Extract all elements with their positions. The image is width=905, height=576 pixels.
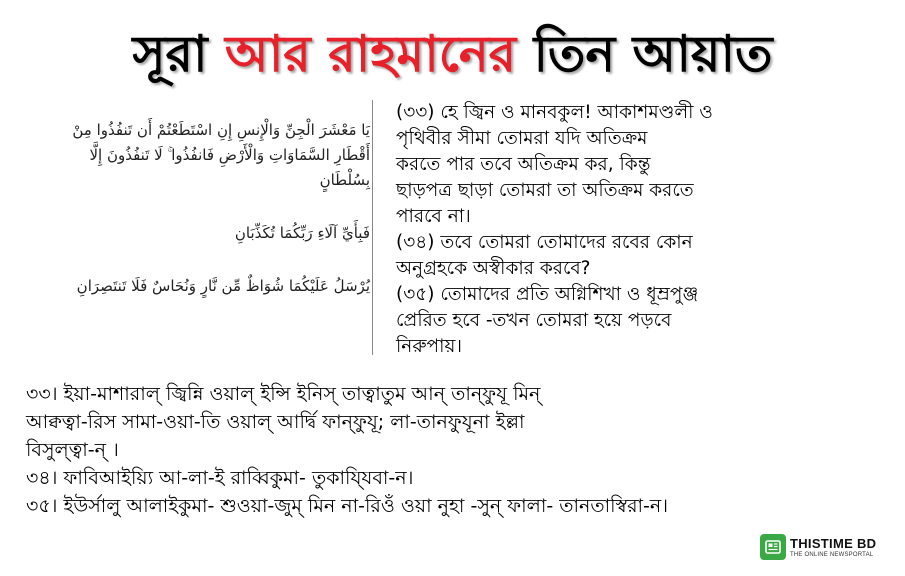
arabic-verse-34: فَبِأَيِّ آلَاءِ رَبِّكُمَا تُكَذِّبَانِ (234, 224, 370, 242)
newspaper-icon (760, 534, 786, 560)
translation-line: (৩৩) হে জ্বিন ও মানবকুল! আকাশমণ্ডলী ও (396, 102, 713, 123)
logo-tagline: THE ONLINE NEWSPORTAL (790, 551, 874, 558)
translation-line: অনুগ্রহকে অস্বীকার করবে? (396, 258, 591, 279)
translation-line: ছাড়পত্র ছাড়া তোমরা তা অতিক্রম করতে (396, 180, 694, 201)
translation-line: প্রেরিত হবে -তখন তোমরা হয়ে পড়বে (396, 310, 672, 331)
page-title (0, 22, 905, 86)
bengali-transliteration (26, 380, 886, 520)
transliteration-line: বিসুল্ত্বা-ন্ । (26, 439, 119, 461)
translation-line: নিরুপায়। (396, 336, 462, 357)
translation-line: (৩৫) তোমাদের প্রতি অগ্নিশিখা ও ধূম্রপুঞ্জ (396, 284, 699, 305)
logo-name: THISTIME BD (790, 535, 877, 551)
column-divider (372, 100, 373, 355)
transliteration-line: আক্বত্বা-রিস সামা-ওয়া-তি ওয়াল্ আর্দ্বি ফান্ফুযূ; লা-তানফুযূনা ইল্লা (26, 411, 525, 433)
arabic-verse-35: يُرْسَلُ عَلَيْكُمَا شُوَاظٌ مِّن نَّارٍ وَنُحَاسٌ فَلَا تَنتَصِرَانِ (76, 277, 370, 295)
title-three-verses: তিন আয়াত (533, 25, 773, 83)
arabic-verse-33: يَا مَعْشَرَ الْجِنِّ وَالْإِنسِ إِنِ اسْتَطَعْتُمْ أَن تَنفُذُوا مِنْ أَقْطَارِ السَّمَاوَاتِ وَالْأَرْضِ فَانفُذُوا ۚ لَا تَنفُذُونَ إِلَّا بِسُلْطَانٍ (72, 121, 370, 189)
translation-line: করতে পার তবে অতিক্রম কর, কিন্তু (396, 154, 651, 175)
site-logo (760, 530, 890, 564)
arabic-text-block (40, 118, 370, 327)
translation-line: পারবে না। (396, 206, 471, 227)
transliteration-line: ৩৪। ফাবিআইয়্যি আ-লা-ই রাব্বিকুমা- তুকাযি্যবা-ন। (26, 467, 414, 489)
title-ar-rahman: আর রাহমানের (224, 25, 517, 83)
transliteration-line: ৩৩। ইয়া-মাশারাল্ জ্বিন্নি ওয়াল্ ইন্সি ইনিস্ তাত্বাতুম আন্ তান্ফুযূ মিন্ (26, 383, 541, 405)
translation-line: পৃথিবীর সীমা তোমরা যদি অতিক্রম (396, 128, 648, 149)
bengali-translation (396, 100, 806, 360)
translation-line: (৩৪) তবে তোমরা তোমাদের রবের কোন (396, 232, 693, 253)
title-surah: সূরা (132, 25, 208, 83)
transliteration-line: ৩৫। ইউর্সালু আলাইকুমা- শুওয়া-জুম্ মিন না-রিওঁ ওয়া নুহা -সুন্ ফালা- তানতাস্বিরা-ন। (26, 495, 669, 517)
